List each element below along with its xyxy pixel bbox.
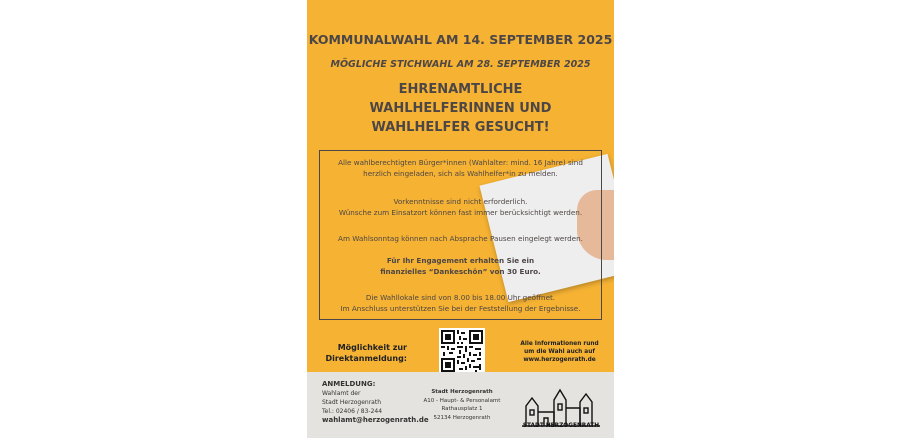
body-line: Vorkenntnisse sind nicht erforderlich. (393, 197, 528, 206)
address-line: 52134 Herzogenrath (433, 414, 491, 421)
body-line: Am Wahlsonntag können nach Absprache Pausen eingelegt werden. (338, 234, 583, 243)
body-line: Im Anschluss unterstützen Sie bei der Feststellung der Ergebnisse. (340, 304, 581, 313)
address-heading: Stadt Herzogenrath (431, 389, 493, 395)
qr-code[interactable] (439, 328, 485, 374)
headline: KOMMUNALWAHL AM 14. SEPTEMBER 2025 (308, 32, 613, 47)
registration-line: Möglichkeit zur (337, 343, 407, 352)
contact-phone: Tel.: 02406 / 83-244 (322, 408, 383, 415)
election-poster (307, 0, 614, 438)
contact-heading: ANMELDUNG: (322, 380, 376, 388)
title-line: EHRENAMTLICHE (398, 82, 523, 97)
website-link[interactable]: www.herzogenrath.de (523, 357, 596, 363)
title-line: WAHLHELFERINNEN UND (369, 101, 552, 116)
website-info (512, 340, 607, 364)
address-line: Rathausplatz 1 (441, 406, 483, 412)
body-line: Die Wahllokale sind von 8.00 bis 18.00 Uhr geöffnet. (365, 293, 556, 302)
city-name: STADT HERZOGENRATH (522, 423, 600, 429)
contact-line: Wahlamt der (322, 390, 361, 397)
body-line: Alle wahlberechtigten Bürger*innen (Wahlalter: mind. 16 Jahre) sind (338, 158, 583, 167)
subheadline: MÖGLICHE STICHWAHL AM 28. SEPTEMBER 2025 (330, 59, 591, 70)
address-line: A10 - Haupt- & Personalamt (423, 397, 501, 404)
main-title (307, 80, 614, 137)
title-line: WAHLHELFER GESUCHT! (371, 120, 550, 135)
registration-line: Direktanmeldung: (325, 354, 407, 363)
contact-email[interactable]: wahlamt@herzogenrath.de (322, 416, 429, 424)
info-line: um die Wahl auch auf (524, 349, 595, 355)
contact-line: Stadt Herzogenrath (322, 399, 381, 406)
registration-label (317, 342, 407, 364)
body-line: Für Ihr Engagement erhalten Sie ein (386, 256, 535, 265)
body-line: Wünsche zum Einsatzort können fast immer berücksichtigt werden. (338, 208, 583, 217)
body-line: herzlich eingeladen, sich als Wahlhelfer*in zu melden. (363, 169, 558, 178)
address-block (407, 388, 517, 422)
info-line: Alle Informationen rund (520, 341, 599, 347)
body-line: finanzielles “Dankeschön” von 30 Euro. (380, 267, 541, 276)
